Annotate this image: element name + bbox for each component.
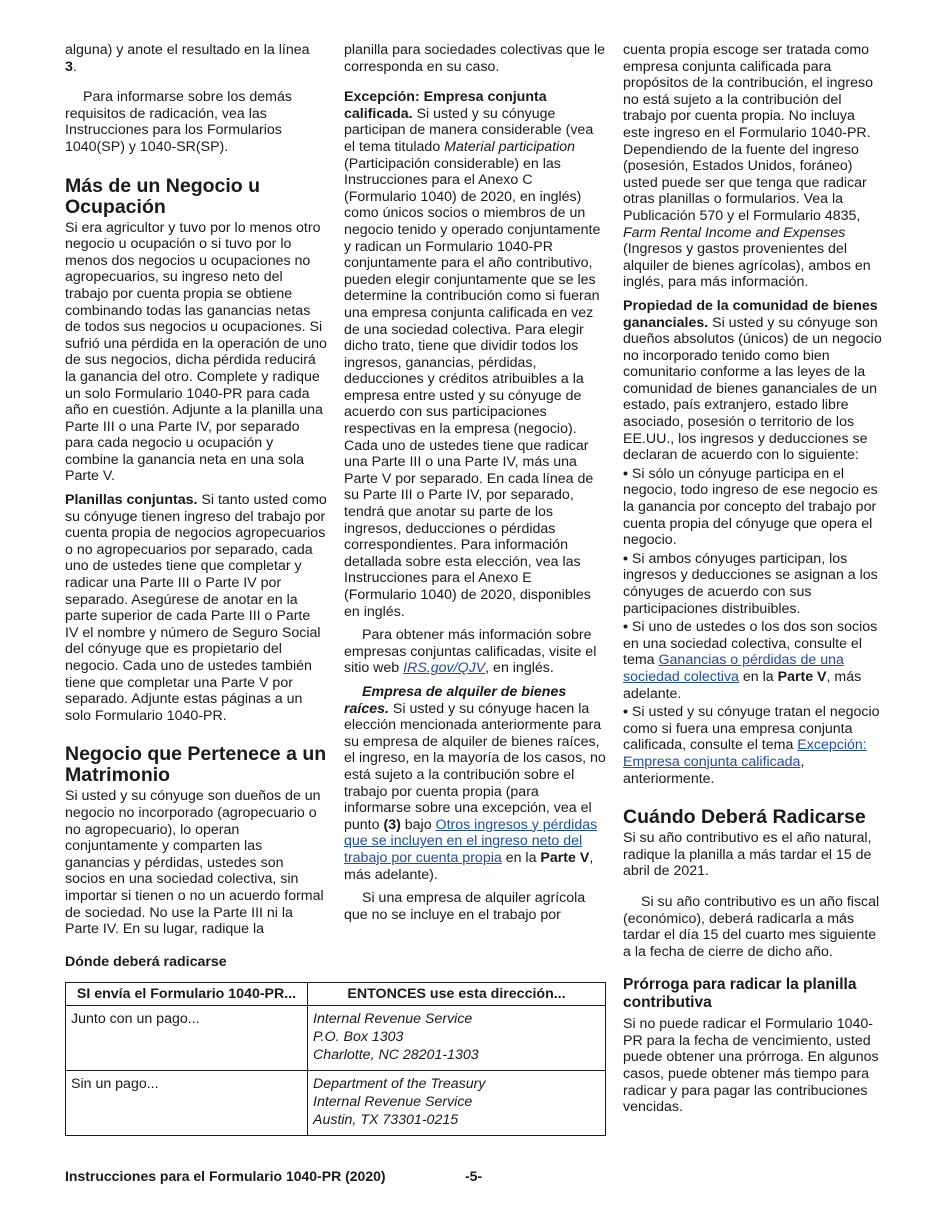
table-cell: Sin un pago... [66, 1071, 308, 1136]
list-item: • Si uno de ustedes o los dos son socios en una sociedad colectiva, consulte el tema Ganancias o pérdidas de una sociedad colectiva en la Parte V, más adelante. [623, 619, 878, 702]
ganancias-sociedad-link[interactable]: Ganancias o pérdidas de una sociedad colectiva [623, 652, 844, 685]
section-heading-mas-de-un-negocio: Más de un Negocio u Ocupación [65, 174, 261, 218]
paragraph: Empresa de alquiler de bienes raíces. Si usted y su cónyuge hacen la elección mencionada anteriormente para su empresa de alquiler de bienes raíces, el ingreso, en la mayoría de los casos, no está sujeto a la contribución sobre el trabajo por cuenta propia (para informarse sobre una excepción, vea el punto (3) bajo Otros ingresos y pérdidas que se incluyen en el ingreso neto del trabajo por cuenta propia en la Parte V, más adelante). [344, 683, 606, 883]
list-item: • Si sólo un cónyuge participa en el negocio, todo ingreso de ese negocio es la ganancia por concepto del trabajo por cuenta propia del cónyuge que opera el negocio. [623, 465, 878, 549]
table-header: SI envía el Formulario 1040-PR... [66, 983, 308, 1006]
table-row [66, 1071, 606, 1136]
paragraph: Si su año contributivo es el año natural, radique la planilla a más tardar el 15 de abril de 2021. [623, 830, 872, 880]
table-row [66, 1006, 606, 1071]
column-1 [65, 42, 327, 945]
paragraph: Planillas conjuntas. Si tanto usted como su cónyuge tienen ingreso del trabajo por cuenta propia de negocios agropecuarios o no agropecuarios por separado, cada uno de ustedes tiene que completar y radicar una Parte III o Parte IV por separado. Asegúrese de anotar en la parte superior de cada Parte III o Parte IV el nombre y número de Seguro Social del cónyuge que es propietario del negocio. Cada uno de ustedes también tiene que completar una Parte V por separado. Adjunte estas páginas a un solo Formulario 1040-PR. [65, 492, 327, 724]
address-cell [308, 1071, 606, 1136]
column-3 [623, 42, 885, 1123]
table-header-row [66, 983, 606, 1006]
address-line: Internal Revenue Service [313, 1011, 473, 1027]
paragraph: Si no puede radicar el Formulario 1040-PR para la fecha de vencimiento, usted puede obtener una prórroga. En algunos casos, puede obtener más tiempo para radicar y para pagar las contribuciones vencidas. [623, 1016, 879, 1116]
paragraph: planilla para sociedades colectivas que le corresponda en su caso. [344, 42, 606, 75]
table-cell: Junto con un pago... [66, 1006, 308, 1071]
empresa-conjunta-link[interactable]: Excepción: Empresa conjunta calificada [623, 737, 867, 770]
paragraph: Si una empresa de alquiler agrícola que no se incluye en el trabajo por [344, 890, 586, 923]
otros-ingresos-link[interactable]: Otros ingresos y pérdidas que se incluyen en el ingreso neto del trabajo por cuenta propia [344, 816, 598, 866]
footer-title: Instrucciones para el Formulario 1040-PR (2020) [65, 1168, 386, 1184]
paragraph: Propiedad de la comunidad de bienes gananciales. Si usted y su cónyuge son dueños absolutos (únicos) de un negocio no incorporado tenido como bien comunitario conforme a las leyes de la comunidad de bienes gananciales de un estado, país extranjero, estado libre asociado, posesión o territorio de los EE.UU., los ingresos y deducciones se declaran de acuerdo con lo siguiente: [623, 297, 882, 464]
address-line: Austin, TX 73301-0215 [313, 1112, 459, 1128]
paragraph: alguna) y anote el resultado en la línea 3. [65, 42, 310, 75]
address-cell [308, 1006, 606, 1071]
column-2 [344, 42, 607, 930]
paragraph: cuenta propia escoge ser tratada como empresa conjunta calificada para propósitos de la contribución, el ingreso no está sujeto a la contribución del trabajo por cuenta propia. No incluya este ingreso en el Formulario 1040-PR. Dependiendo de la fuente del ingreso (posesión, Estados Unidos, foráneo) usted puede ser que tenga que radicar otras planillas o formularios. Vea la Publicación 570 y el Formulario 4835, Farm Rental Income and Expenses (Ingresos y gastos provenientes del alquiler de bienes agrícolas), ambos en inglés, para más información. [623, 42, 874, 291]
paragraph: Para informarse sobre los demás requisitos de radicación, vea las Instrucciones para los Formularios 1040(SP) y 1040-SR(SP). [65, 89, 292, 155]
where-to-file-title: Dónde deberá radicarse [65, 954, 227, 970]
table-header: ENTONCES use esta dirección... [308, 983, 606, 1006]
paragraph: Si usted y su cónyuge son dueños de un negocio no incorporado (agropecuario o no agropecuario), lo operan conjuntamente y comparten las ganancias y pérdidas, ustedes son socios en una sociedad colectiva, sin importar si tienen o no un acuerdo formal de sociedad. No use la Parte III ni la Parte IV. En su lugar, radique la [65, 788, 324, 938]
address-line: P.O. Box 1303 [313, 1029, 404, 1045]
list-item: • Si ambos cónyuges participan, los ingresos y deducciones se asignan a los cónyuges de acuerdo con sus participaciones distribuibles. [623, 550, 878, 617]
paragraph: Excepción: Empresa conjunta calificada. Si usted y su cónyuge participan de manera considerable (vea el tema titulado Material participation (Participación considerable) en las Instrucciones para el Anexo C (Formulario 1040) de 2020, en inglés) como únicos socios o miembros de un negocio tenido y operado conjuntamente y radican un Formulario 1040-PR conjuntamente para el año contributivo, pueden elegir conjuntamente que se les determine la contribución como si fueran una empresa conjunta calificada en vez de una sociedad colectiva. Para elegir dicho trato, tiene que dividir todos los ingresos, ganancias, pérdidas, deducciones y créditos atribuibles a la empresa entre usted y su cónyuge de acuerdo con sus participaciones respectivas en la empresa (negocio). Cada uno de ustedes tiene que radicar una Parte III o una Parte IV, más una Parte V por separado. En cada línea de su Parte III o Parte IV, por separado, tendrá que anotar su parte de los ingresos, deducciones o pérdidas correspondientes. Para información detallada sobre esta elección, vea las Instrucciones para el Anexo E (Formulario 1040) de 2020, disponibles en inglés. [344, 89, 601, 620]
paragraph: Para obtener más información sobre empresas conjuntas calificadas, visite el sitio web IRS.gov/QJV, en inglés. [344, 627, 597, 677]
paragraph: Si era agricultor y tuvo por lo menos otro negocio u ocupación o si tuvo por lo menos dos negocios u ocupaciones no agropecuarios, su ingreso neto del trabajo por cuenta propia se obtiene combinando todas las ganancias netas de todos sus negocios u ocupaciones. Si sufrió una pérdida en la operación de uno de sus negocios, dicha pérdida reducirá la ganancia del otro. Complete y radique un solo Formulario 1040-PR para cada año en cuestión. Adjunte a la planilla una Parte III o una Parte IV, por separado para cada negocio u ocupación y combine la ganancia neta en una sola Parte V. [65, 219, 327, 485]
section-heading-cuando-radicarse: Cuándo Deberá Radicarse [623, 806, 866, 829]
list-item: • Si usted y su cónyuge tratan el negocio como si fuera una empresa conjunta calificada, consulte el tema Excepción: Empresa conjunta calificada, anteriormente. [623, 704, 880, 787]
address-line: Charlotte, NC 28201-1303 [313, 1047, 479, 1063]
address-line: Department of the Treasury [313, 1076, 486, 1092]
page-number: -5- [465, 1168, 483, 1184]
address-line: Internal Revenue Service [313, 1094, 473, 1110]
paragraph: Si su año contributivo es un año fiscal (económico), deberá radicarla a más tardar el día 15 del cuarto mes siguiente a la fecha de cierre de dicho año. [623, 893, 880, 960]
address-table [65, 982, 606, 1136]
section-heading-negocio-matrimonio: Negocio que Pertenece a un Matrimonio [65, 743, 327, 787]
subsection-heading-prorroga: Prórroga para radicar la planilla contributiva [623, 976, 857, 1012]
irs-qjv-link[interactable]: IRS.gov/QJV [403, 660, 486, 677]
